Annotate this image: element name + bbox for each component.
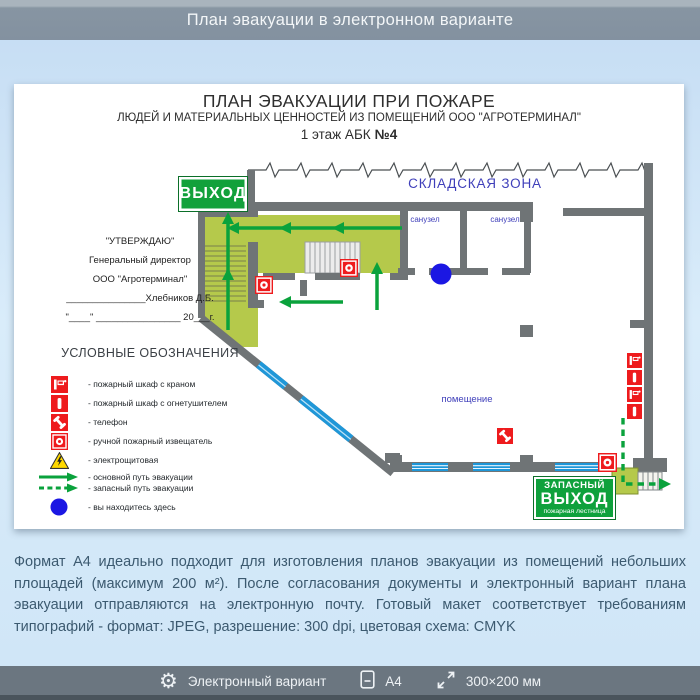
emergency-exit-sign — [533, 476, 616, 520]
phone-icon — [38, 414, 80, 431]
electrical-room-icon — [38, 452, 80, 469]
approval-line: "УТВЕРЖДАЮ" — [105, 236, 175, 247]
footer-item-variant — [159, 667, 326, 696]
fire-escape — [612, 468, 662, 494]
reserve-route-arrow-icon — [38, 483, 80, 493]
bathroom-label: санузел — [490, 215, 520, 224]
legend-item-label: - вы находитесь здесь — [88, 502, 176, 512]
phone-icon — [497, 428, 513, 444]
legend-item-label: - основной путь эвакуации — [88, 472, 193, 482]
footer-item-label: Электронный вариант — [187, 673, 327, 689]
manual-call-point-icon — [255, 276, 273, 294]
emergency-exit-line1: ЗАПАСНЫЙ — [544, 479, 605, 491]
plan-title: ПЛАН ЭВАКУАЦИИ ПРИ ПОЖАРЕ — [202, 91, 496, 111]
manual-call-point-icon — [598, 453, 617, 472]
gear-icon: ⚙ — [158, 669, 178, 693]
storage-zone-label: СКЛАДСКАЯ ЗОНА — [408, 176, 542, 191]
you-are-here-icon — [38, 498, 80, 516]
emergency-exit-line2: ВЫХОД — [540, 489, 609, 508]
legend-item — [38, 374, 195, 394]
footer-item-size — [436, 667, 541, 696]
approval-line: "____" ________________ 20___г. — [65, 312, 215, 323]
fire-cabinet-extinguisher-icon — [627, 370, 642, 385]
footer-bar — [0, 666, 700, 700]
footer-item-label: A4 — [385, 673, 402, 689]
fire-cabinet-crane-icon — [627, 353, 642, 368]
approval-line: _______________Хлебников Д.Б. — [66, 293, 214, 304]
manual-call-point-icon — [340, 259, 358, 277]
legend-item — [38, 412, 128, 432]
manual-call-point-icon — [38, 433, 80, 450]
legend-title: УСЛОВНЫЕ ОБОЗНАЧЕНИЯ — [61, 346, 239, 360]
legend-item-label: - пожарный шкаф с огнетушителем — [88, 398, 228, 408]
approval-line: ООО "Агротерминал" — [92, 274, 188, 285]
plan-subtitle: ЛЮДЕЙ И МАТЕРИАЛЬНЫХ ЦЕННОСТЕЙ ИЗ ПОМЕЩЕНИЙ ООО "АГРОТЕРМИНАЛ" — [117, 112, 581, 124]
fire-cabinet-extinguisher-icon — [38, 395, 80, 412]
legend-item — [38, 497, 176, 517]
legend-item-label: - пожарный шкаф с краном — [88, 379, 196, 389]
you-are-here-marker — [431, 264, 452, 285]
legend-item — [38, 482, 193, 494]
footer-item-label: 300×200 мм — [465, 673, 542, 689]
legend-item — [38, 450, 158, 470]
approval-block — [28, 232, 252, 327]
fire-cabinet-crane-icon — [627, 387, 642, 402]
main-route-arrow-icon — [38, 472, 80, 482]
content-area — [0, 40, 700, 666]
legend-item-label: - телефон — [88, 417, 128, 427]
format-description: Формат А4 идеально подходит для изготовления планов эвакуации из помещений небольших площадей (максимум 200 м²). После согласования документы и электронный вариант плана эвакуации отправляются на электронную почту. Готовый макет соответствует требованиям типографий - формат: JPEG, разрешение: 300 dpi, цветовая схема: CMYK — [14, 554, 686, 635]
legend-item-label: - ручной пожарный извещатель — [88, 436, 213, 446]
plan-floor-prefix: 1 этаж АБК — [300, 127, 371, 142]
legend-item — [38, 431, 212, 451]
exit-sign: ВЫХОД — [178, 176, 248, 212]
plan-floor-number: №4 — [374, 127, 398, 142]
header-bar — [0, 0, 700, 40]
wall-break-line — [248, 163, 651, 177]
document-icon — [360, 670, 375, 692]
legend-item — [38, 393, 227, 413]
room-label: помещение — [441, 394, 493, 405]
emergency-exit-line3: пожарная лестница — [543, 508, 606, 516]
bathroom-label: санузел — [410, 215, 440, 224]
evacuation-plan-sheet — [14, 84, 684, 529]
footer-item-format — [360, 667, 402, 696]
dimensions-icon — [436, 670, 456, 693]
fire-cabinet-crane-icon — [38, 376, 80, 393]
fire-cabinet-extinguisher-icon — [627, 404, 642, 419]
legend-item-label: - электрощитовая — [88, 455, 159, 465]
legend-item-label: - запасный путь эвакуации — [88, 483, 194, 493]
page-title: План эвакуации в электронном варианте — [186, 10, 514, 29]
legend — [24, 346, 276, 521]
approval-line: Генеральный директор — [89, 255, 191, 266]
